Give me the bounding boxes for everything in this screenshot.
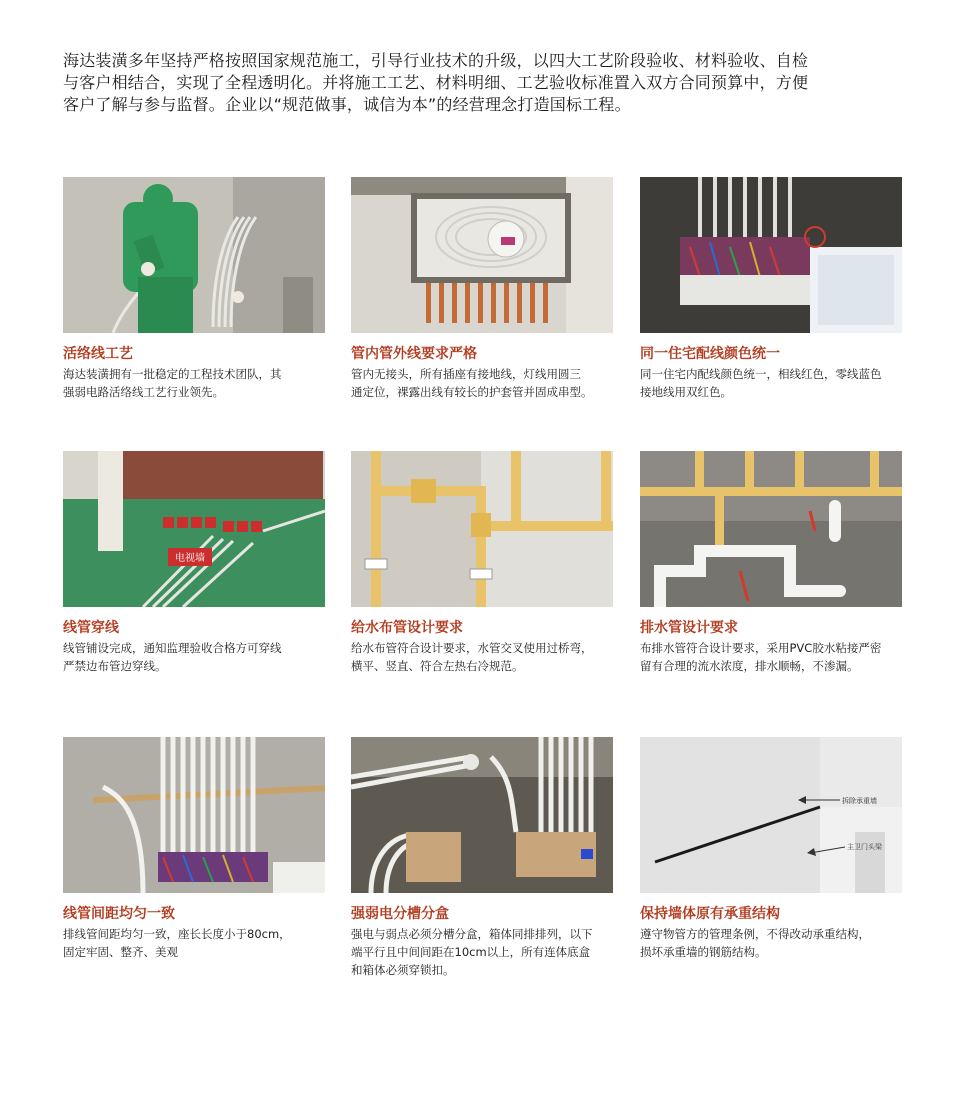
photo-label: 拆除承重墙 [842, 797, 877, 805]
card-drainage [640, 451, 902, 675]
photo-drain-pipes [640, 451, 902, 607]
card-description [640, 639, 902, 675]
desc-line: 通定位，裸露出线有较长的护套管并固成串型。 [351, 385, 593, 399]
desc-line: 损坏承重墙的钢筋结构。 [640, 945, 767, 959]
desc-line: 强弱电路活络线工艺行业领先。 [63, 385, 224, 399]
card-separate-boxes [351, 737, 613, 979]
card-description [351, 365, 613, 401]
intro-paragraph [63, 50, 923, 116]
desc-line: 横平、竖直、符合左热右冷规范。 [351, 659, 524, 673]
card-description [63, 925, 325, 961]
card-title: 线管间距均匀一致 [63, 906, 175, 922]
card-live-wire-craft [63, 177, 325, 401]
desc-line: 和箱体必须穿锁扣。 [351, 963, 455, 977]
card-conduit-wiring [351, 177, 613, 401]
intro-line: 海达装潢多年坚持严格按照国家规范施工，引导行业技术的升级，以四大工艺阶段验收、材料验收、自检 [63, 51, 809, 70]
card-title: 管内管外线要求严格 [351, 346, 477, 362]
photo-label: 主卫门头梁 [847, 843, 882, 851]
card-title: 活络线工艺 [63, 346, 133, 362]
card-title: 保持墙体原有承重结构 [640, 906, 780, 922]
desc-line: 管内无接头，所有插座有接地线，灯线用圆三 [351, 367, 581, 381]
card-description [640, 365, 902, 401]
card-wire-color [640, 177, 902, 401]
card-load-bearing [640, 737, 902, 961]
desc-line: 固定牢固、整齐、美观 [63, 945, 178, 959]
desc-line: 强电与弱点必须分槽分盒，箱体同排排列，以下 [351, 927, 593, 941]
card-description [351, 925, 613, 979]
photo-parallel-conduits [63, 737, 325, 893]
desc-line: 布排水管符合设计要求，采用PVC胶水粘接严密 [640, 641, 882, 655]
intro-line: 与客户相结合，实现了全程透明化。并将施工工艺、材料明细、工艺验收标准置入双方合同预算中，方便 [63, 73, 809, 92]
photo-worker-wiring [63, 177, 325, 333]
photo-yellow-pipes [351, 451, 613, 607]
card-water-supply [351, 451, 613, 675]
desc-line: 海达装潢拥有一批稳定的工程技术团队，其 [63, 367, 282, 381]
card-description [351, 639, 613, 675]
photo-junction-box [351, 177, 613, 333]
desc-line: 给水布管符合设计要求，水管交叉使用过桥弯， [351, 641, 593, 655]
desc-line: 排线管间距均匀一致，座长长度小于80cm， [63, 927, 291, 941]
card-description [63, 639, 325, 675]
desc-line: 线管铺设完成，通知监理验收合格方可穿线 [63, 641, 282, 655]
card-title: 强弱电分槽分盒 [351, 906, 449, 922]
card-title: 排水管设计要求 [640, 620, 738, 636]
desc-line: 同一住宅内配线颜色统一，相线红色，零线蓝色 [640, 367, 882, 381]
desc-line: 端平行且中间间距在10cm以上，所有连体底盒 [351, 945, 591, 959]
desc-line: 遵守物管方的管理条例，不得改动承重结构， [640, 927, 870, 941]
card-conduit-spacing [63, 737, 325, 961]
card-title: 给水布管设计要求 [351, 620, 463, 636]
photo-green-floor-conduits [63, 451, 325, 607]
intro-line: 客户了解与参与监督。企业以“规范做事，诚信为本”的经营理念打造国标工程。 [63, 95, 631, 114]
desc-line: 严禁边布管边穿线。 [63, 659, 167, 673]
card-conduit-threading [63, 451, 325, 675]
card-description [640, 925, 902, 961]
photo-label: 电视墙 [175, 553, 205, 564]
card-title: 线管穿线 [63, 620, 119, 636]
desc-line: 接地线用双红色。 [640, 385, 732, 399]
photo-white-wall [640, 737, 902, 893]
photo-distribution-box [640, 177, 902, 333]
card-title: 同一住宅配线颜色统一 [640, 346, 780, 362]
photo-boxes-in-wall [351, 737, 613, 893]
desc-line: 留有合理的流水浓度，排水顺畅，不渗漏。 [640, 659, 859, 673]
card-description [63, 365, 325, 401]
